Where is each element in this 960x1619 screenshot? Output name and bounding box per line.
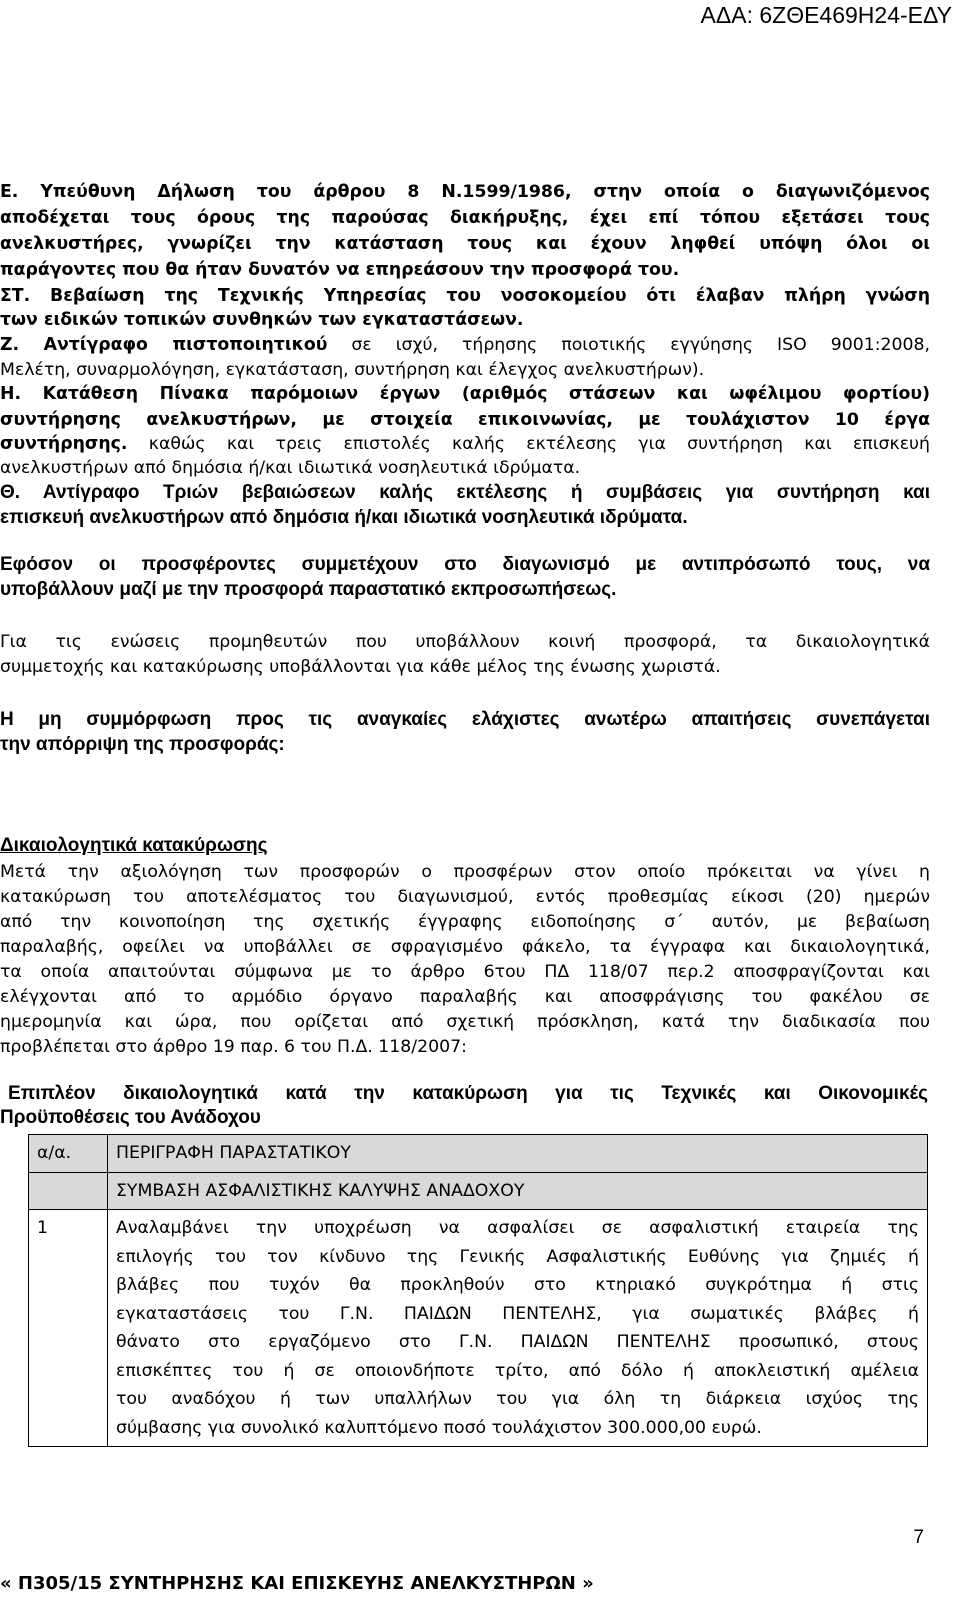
noncompliance-line: Η μη συμμόρφωση προς τις αναγκαίες ελάχιστες ανωτέρω απαιτήσεις συνεπάγεται bbox=[0, 709, 930, 730]
footer-title: « Π305/15 ΣΥΝΤΗΡΗΣΗΣ ΚΑΙ ΕΠΙΣΚΕΥΗΣ ΑΝΕΛΚΥΣΤΗΡΩΝ » bbox=[0, 1573, 594, 1594]
table-row-line: επισκέπτες του ή σε οποιονδήποτε τρίτο, από δόλο ή αποκλειστική αμέλεια bbox=[116, 1360, 919, 1381]
item-h-text: καθώς και τρεις επιστολές καλής εκτέλεσης για συντήρηση και επισκευή bbox=[148, 434, 930, 454]
award-line: Μετά την αξιολόγηση των προσφορών ο προσφέρων στον οποίο πρόκειται να γίνει η bbox=[0, 862, 930, 882]
item-h-line bbox=[0, 432, 930, 456]
table-header-description: ΠΕΡΙΓΡΑΦΗ ΠΑΡΑΣΤΑΤΙΚΟΥ bbox=[108, 1135, 928, 1173]
noncompliance-line: την απόρριψη της προσφοράς: bbox=[0, 734, 285, 755]
table-section-row bbox=[29, 1172, 928, 1210]
item-z-text: σε ισχύ, τήρησης ποιοτικής εγγύησης ISO 9001:2008, bbox=[351, 335, 930, 355]
table-header-row bbox=[29, 1135, 928, 1173]
item-z-line bbox=[0, 333, 930, 357]
item-h-line: ανελκυστήρων από δημόσια ή/και ιδιωτικά νοσηλευτικά ιδρύματα. bbox=[0, 458, 581, 478]
table-section-title: ΣΥΜΒΑΣΗ ΑΣΦΑΛΙΣΤΙΚΗΣ ΚΑΛΥΨΗΣ ΑΝΑΔΟΧΟΥ bbox=[108, 1172, 928, 1210]
representative-line: υποβάλλουν μαζί με την προσφορά παραστατικό εκπροσωπήσεως. bbox=[0, 579, 617, 600]
award-line: παραλαβής, οφείλει να υποβάλλει σε σφραγισμένο φάκελο, τα έγγραφα και δικαιολογητικά, bbox=[0, 937, 930, 957]
table-header-number: α/α. bbox=[29, 1135, 108, 1173]
award-line: κατακύρωση του αποτελέσματος του διαγωνισμού, εντός προθεσμίας είκοσι (20) ημερών bbox=[0, 887, 930, 907]
ada-code: ΑΔΑ: 6ΖΘΕ469Η24-ΕΔΥ bbox=[700, 2, 952, 28]
award-line: τα οποία απαιτούνται σύμφωνα με το άρθρο 6του ΠΔ 118/07 περ.2 αποσφραγίζονται και bbox=[0, 962, 930, 982]
item-h-line: συντήρησης ανελκυστήρων, με στοιχεία επικοινωνίας, με τουλάχιστον 10 έργα bbox=[0, 410, 930, 430]
item-e-line: αποδέχεται τους όρους της παρούσας διακήρυξης, έχει επί τόπου εξετάσει τους bbox=[0, 208, 930, 228]
award-title: Δικαιολογητικά κατακύρωσης bbox=[0, 835, 268, 856]
item-e-line: Ε. Υπεύθυνη Δήλωση του άρθρου 8 Ν.1599/1986, στην οποία ο διαγωνιζόμενος bbox=[0, 182, 930, 202]
table-row-line: Αναλαμβάνει την υποχρέωση να ασφαλίσει σε ασφαλιστική εταιρεία της bbox=[116, 1218, 919, 1238]
item-st-line: ΣΤ. Βεβαίωση της Τεχνικής Υπηρεσίας του νοσοκομείου ότι έλαβαν πλήρη γνώση bbox=[0, 286, 930, 306]
table-row-line: εγκαταστάσεις του Γ.Ν. ΠΑΙΔΩΝ ΠΕΝΤΕΛΗΣ, για σωματικές βλάβες ή bbox=[116, 1303, 919, 1324]
table-row-number: 1 bbox=[29, 1210, 108, 1447]
award-line: ημερομηνία και ώρα, που ορίζεται από σχετική πρόσκληση, κατά την διαδικασία που bbox=[0, 1012, 930, 1032]
table-row-line: βλάβες που τυχόν θα προκληθούν στο κτηριακό συγκρότημα ή στις bbox=[116, 1275, 919, 1295]
table-row-description bbox=[108, 1210, 928, 1447]
consortium-line: συμμετοχής και κατακύρωσης υποβάλλονται για κάθε μέλος της ένωσης χωριστά. bbox=[0, 657, 721, 677]
consortium-line: Για τις ενώσεις προμηθευτών που υποβάλλουν κοινή προσφορά, τα δικαιολογητικά bbox=[0, 632, 930, 652]
award-line: ελέγχονται από το αρμόδιο όργανο παραλαβής και αποσφράγισης του φακέλου σε bbox=[0, 987, 930, 1007]
representative-line: Εφόσον οι προσφέροντες συμμετέχουν στο διαγωνισμό με αντιπρόσωπό τους, να bbox=[0, 554, 930, 575]
award-line: από την κοινοποίηση της σχετικής έγγραφης ειδοποίησης σ΄ αυτόν, με βεβαίωση bbox=[0, 912, 930, 932]
item-z-heading: Ζ. Αντίγραφο πιστοποιητικού bbox=[0, 335, 328, 355]
item-e-line: ανελκυστήρες, γνωρίζει την κατάσταση τους και έχουν ληφθεί υπόψη όλοι οι bbox=[0, 234, 930, 254]
table-section-empty bbox=[29, 1172, 108, 1210]
documents-table bbox=[28, 1134, 928, 1447]
item-st-line: των ειδικών τοπικών συνθηκών των εγκαταστάσεων. bbox=[0, 310, 524, 330]
table-row-line: θάνατο στο εργαζόμενο στο Γ.Ν. ΠΑΙΔΩΝ ΠΕΝΤΕΛΗΣ προσωπικό, στους bbox=[116, 1332, 919, 1352]
page-number: 7 bbox=[913, 1527, 924, 1548]
award-line: προβλέπεται στο άρθρο 19 παρ. 6 του Π.Δ. 118/2007: bbox=[0, 1037, 467, 1057]
table-row bbox=[29, 1210, 928, 1447]
item-th-line: Θ. Αντίγραφο Τριών βεβαιώσεων καλής εκτέλεσης ή συμβάσεις για συντήρηση και bbox=[0, 482, 930, 503]
item-th-line: επισκευή ανελκυστήρων από δημόσια ή/και ιδιωτικά νοσηλευτικά ιδρύματα. bbox=[0, 507, 688, 528]
additional-line: Επιπλέον δικαιολογητικά κατά την κατακύρωση για τις Τεχνικές και Οικονομικές bbox=[8, 1083, 928, 1104]
table-row-line: επιλογής του τον κίνδυνο της Γενικής Ασφαλιστικής Ευθύνης για ζημιές ή bbox=[116, 1246, 919, 1267]
item-e-line: παράγοντες που θα ήταν δυνατόν να επηρεάσουν την προσφορά του. bbox=[0, 260, 680, 280]
additional-line: Προϋποθέσεις του Ανάδοχου bbox=[0, 1107, 261, 1128]
item-h-line: Η. Κατάθεση Πίνακα παρόμοιων έργων (αριθμός στάσεων και ωφέλιμου φορτίου) bbox=[0, 384, 930, 404]
table-row-line: του αναδόχου ή των υπαλλήλων του για όλη τη διάρκεια ισχύος της bbox=[116, 1389, 919, 1409]
item-z-line: Μελέτη, συναρμολόγηση, εγκατάσταση, συντήρηση και έλεγχος ανελκυστήρων). bbox=[0, 360, 705, 380]
item-h-bold: συντήρησης. bbox=[0, 434, 128, 454]
table-row-line: σύμβασης για συνολικό καλυπτόμενο ποσό τουλάχιστον 300.000,00 ευρώ. bbox=[116, 1417, 762, 1438]
